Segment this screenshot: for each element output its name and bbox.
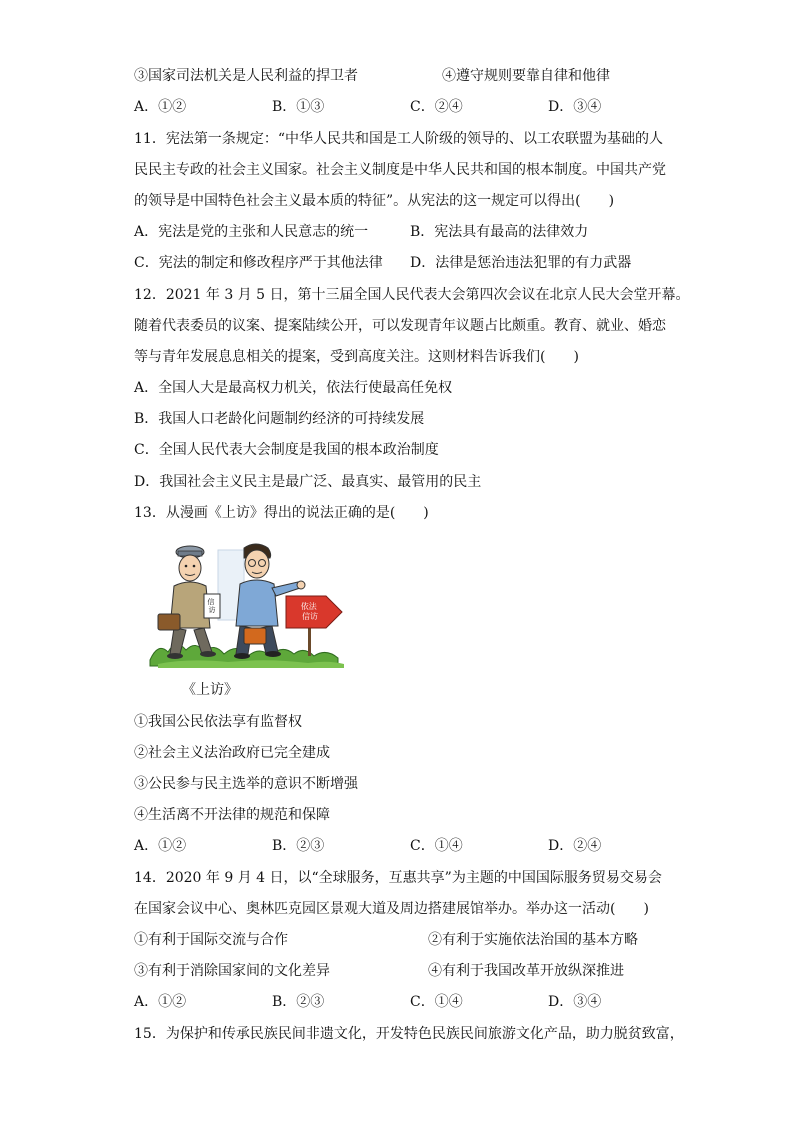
- q10-option-b: B．①③: [272, 99, 325, 115]
- q14-option-c: C．①④: [410, 994, 463, 1010]
- q14-statement-4: ④有利于我国改革开放纵深推进: [428, 963, 624, 979]
- cartoon-arrow-sign: [286, 596, 342, 656]
- q13-statement-2: ②社会主义法治政府已完全建成: [134, 745, 330, 761]
- q14-stem-line-1: 14．2020 年 9 月 4 日，以“全球服务，互惠共享”为主题的中国国际服务贸易交易会: [134, 870, 662, 886]
- q13-option-c: C．①④: [410, 838, 463, 854]
- q14-statement-1: ①有利于国际交流与合作: [134, 932, 288, 948]
- q12-stem-line-3: 等与青年发展息息相关的提案，受到高度关注。这则材料告诉我们( ): [134, 349, 579, 365]
- cartoon-briefcase-old-man: [158, 614, 180, 630]
- cartoon-caption: 《上访》: [182, 682, 238, 698]
- q12-option-d: D．我国社会主义民主是最广泛、最真实、最管用的民主: [134, 474, 482, 490]
- q12-option-a: A．全国人大是最高权力机关，依法行使最高任免权: [134, 380, 453, 396]
- q10-option-a: A．①②: [134, 99, 187, 115]
- q12-stem-line-1: 12．2021 年 3 月 5 日，第十三届全国人民代表大会第四次会议在北京人民大会堂开幕。: [134, 287, 690, 303]
- q15-stem-line-1: 15．为保护和传承民族民间非遗文化，开发特色民族民间旅游文化产品，助力脱贫致富，: [134, 1026, 684, 1042]
- q14-statement-3: ③有利于消除国家间的文化差异: [134, 963, 330, 979]
- q10-option-c: C．②④: [410, 99, 463, 115]
- q13-option-a: A．①②: [134, 838, 187, 854]
- q13-options: [134, 836, 654, 856]
- q11-option-a: A．宪法是党的主张和人民意志的统一: [134, 224, 369, 240]
- q13-statement-3: ③公民参与民主选举的意识不断增强: [134, 776, 358, 792]
- q10-option-d: D．③④: [548, 99, 602, 115]
- q14-option-a: A．①②: [134, 994, 187, 1010]
- q12-option-c: C．全国人民代表大会制度是我国的根本政治制度: [134, 442, 439, 458]
- q11-option-d: D．法律是惩治违法犯罪的有力武器: [410, 255, 632, 271]
- q14-option-d: D．③④: [548, 994, 602, 1010]
- q14-option-b: B．②③: [272, 994, 325, 1010]
- q14-options: [134, 992, 654, 1012]
- q13-statement-1: ①我国公民依法享有监督权: [134, 714, 302, 730]
- q13-option-d: D．②④: [548, 838, 602, 854]
- q12-stem-line-2: 随着代表委员的议案、提案陆续公开，可以发现青年议题占比颇重。教育、就业、婚恋: [134, 318, 666, 334]
- q10-statement-4: ④遵守规则要靠自律和他律: [442, 68, 610, 84]
- q11-option-b: B．宪法具有最高的法律效力: [410, 224, 589, 240]
- q14-stem-line-2: 在国家会议中心、奥林匹克园区景观大道及周边搭建展馆举办。举办这一活动( ): [134, 901, 649, 917]
- cartoon-letter: [204, 594, 220, 618]
- cartoon-arrow-sign-text: 依法 信访: [300, 602, 318, 621]
- q11-option-c: C．宪法的制定和修改程序严于其他法律: [134, 255, 383, 271]
- cartoon-letter-text: 信 访: [207, 598, 216, 614]
- q13-stem: 13．从漫画《上访》得出的说法正确的是( ): [134, 505, 429, 521]
- q10-options: [134, 97, 654, 117]
- cartoon-briefcase-young-man: [244, 628, 266, 644]
- cartoon-shangfang: [148, 542, 348, 674]
- q10-statement-3: ③国家司法机关是人民利益的捍卫者: [134, 68, 358, 84]
- q14-statement-2: ②有利于实施依法治国的基本方略: [428, 932, 638, 948]
- q13-option-b: B．②③: [272, 838, 325, 854]
- q11-stem-line-2: 民民主专政的社会主义国家。社会主义制度是中华人民共和国的根本制度。中国共产党: [134, 162, 666, 178]
- q12-option-b: B．我国人口老龄化问题制约经济的可持续发展: [134, 411, 425, 427]
- q13-statement-4: ④生活离不开法律的规范和保障: [134, 807, 330, 823]
- q11-stem-line-1: 11．宪法第一条规定：“中华人民共和国是工人阶级的领导的、以工农联盟为基础的人: [134, 131, 663, 147]
- q11-stem-line-3: 的领导是中国特色社会主义最本质的特征”。从宪法的这一规定可以得出( ): [134, 193, 615, 209]
